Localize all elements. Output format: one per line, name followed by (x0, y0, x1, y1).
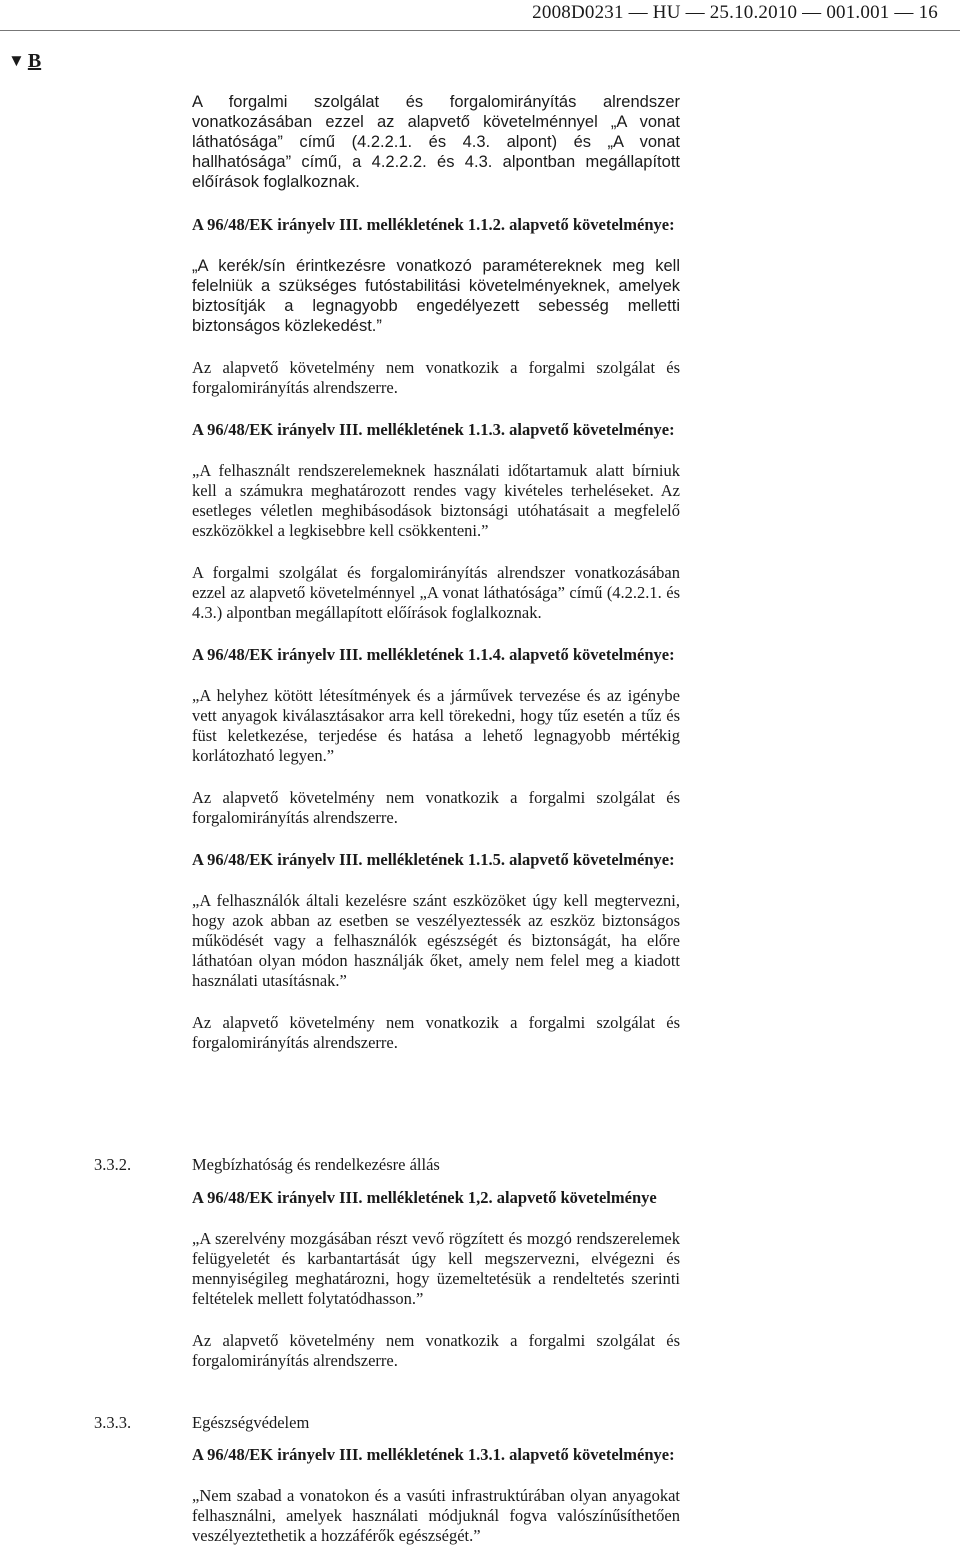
section-number: 3.3.2. (94, 1155, 132, 1174)
requirement-heading: A 96/48/EK irányelv III. mellékletének 1.3.1. alapvető követelménye: (192, 1445, 675, 1464)
requirement-quote: „A szerelvény mozgásában részt vevő rögzített és mozgó rendszerelemek felügyeletét és karbantartását úgy kell megszervezni, elvégezni és mennyiségileg meghatározni, hogy üzemeltetésük a rendeltetés szerinti feltételek mellett folytatódhasson.” (192, 1229, 680, 1308)
document-body-2 (192, 1188, 680, 1393)
section-number: 3.3.3. (94, 1413, 132, 1432)
paragraph: A forgalmi szolgálat és forgalomirányítás alrendszer vonatkozásában ezzel az alapvető követelménnyel „A vonat láthatósága” című (4.2.2.1. és 4.3. alpont) és „A vonat hallhatósága” című, a 4.2.2.2. és 4.3. alpontban megállapított előírások foglalkoznak. (192, 93, 680, 191)
requirement-quote: „A felhasználók általi kezelésre szánt eszközöket úgy kell megtervezni, hogy azok abban az esetben se veszélyeztessék az eszköz biztonságos működését vagy a felhasználók egészségét és biztonságát, ha előre láthatóan olyan módon használják őket, amely nem felel meg a kiadott használati utasításnak.” (192, 891, 680, 990)
amendment-marker (8, 50, 41, 73)
paragraph: Az alapvető követelmény nem vonatkozik a forgalmi szolgálat és forgalomirányítás alrendszerre. (192, 1331, 680, 1370)
requirement-heading: A 96/48/EK irányelv III. mellékletének 1,2. alapvető követelménye (192, 1188, 657, 1207)
paragraph: A forgalmi szolgálat és forgalomirányítás alrendszer vonatkozásában ezzel az alapvető követelménnyel „A vonat láthatósága” című (4.2.2.1. és 4.3.) alpontban megállapított előírások foglalkoznak. (192, 563, 680, 622)
requirement-quote: „A helyhez kötött létesítmények és a járművek tervezése és az igénybe vett anyagok kiválasztásakor arra kell törekedni, hogy tűz esetén a tűz és füst keletkezése, terjedése és hatása a lehető legnagyobb mértékig korlátozható legyen.” (192, 686, 680, 765)
requirement-heading: A 96/48/EK irányelv III. mellékletének 1.1.3. alapvető követelménye: (192, 420, 675, 439)
requirement-quote: „A felhasznált rendszerelemeknek használati időtartamuk alatt bírniuk kell a számukra meghatározott rendes vagy kivételes terheléseket. Az esetleges véletlen meghibásodások biztonsági utóhatásait a megfelelő eszközökkel a legkisebbre kell csökkenteni.” (192, 461, 680, 540)
triangle-down-icon: ▼ (8, 51, 25, 70)
requirement-quote: „A kerék/sín érintkezésre vonatkozó paramétereknek meg kell felelniük a szükséges futóstabilitási követelményeknek, amelyek biztosítják a legnagyobb engedélyezett sebesség melletti biztonságos közlekedést.” (192, 257, 680, 335)
section-title: Egészségvédelem (192, 1413, 310, 1432)
document-header: 2008D0231 — HU — 25.10.2010 — 001.001 — 16 (532, 2, 938, 23)
header-rule (0, 30, 960, 31)
document-body (192, 92, 680, 1079)
requirement-quote: „Nem szabad a vonatokon és a vasúti infrastruktúrában olyan anyagokat felhasználni, amelyek használati módjuknál fogva valószínűsíthetően veszélyeztethetik a hozzáférők egészségét.” (192, 1486, 680, 1545)
section-title: Megbízhatóság és rendelkezésre állás (192, 1155, 440, 1174)
paragraph: Az alapvető követelmény nem vonatkozik a forgalmi szolgálat és forgalomirányítás alrendszerre. (192, 358, 680, 397)
requirement-heading: A 96/48/EK irányelv III. mellékletének 1.1.4. alapvető követelménye: (192, 645, 675, 664)
paragraph: Az alapvető követelmény nem vonatkozik a forgalmi szolgálat és forgalomirányítás alrendszerre. (192, 1013, 680, 1052)
document-body-3 (192, 1445, 680, 1568)
requirement-heading: A 96/48/EK irányelv III. mellékletének 1.1.2. alapvető követelménye: (192, 215, 675, 234)
requirement-heading: A 96/48/EK irányelv III. mellékletének 1.1.5. alapvető követelménye: (192, 850, 675, 869)
amendment-letter: B (27, 50, 42, 72)
paragraph: Az alapvető követelmény nem vonatkozik a forgalmi szolgálat és forgalomirányítás alrendszerre. (192, 788, 680, 827)
